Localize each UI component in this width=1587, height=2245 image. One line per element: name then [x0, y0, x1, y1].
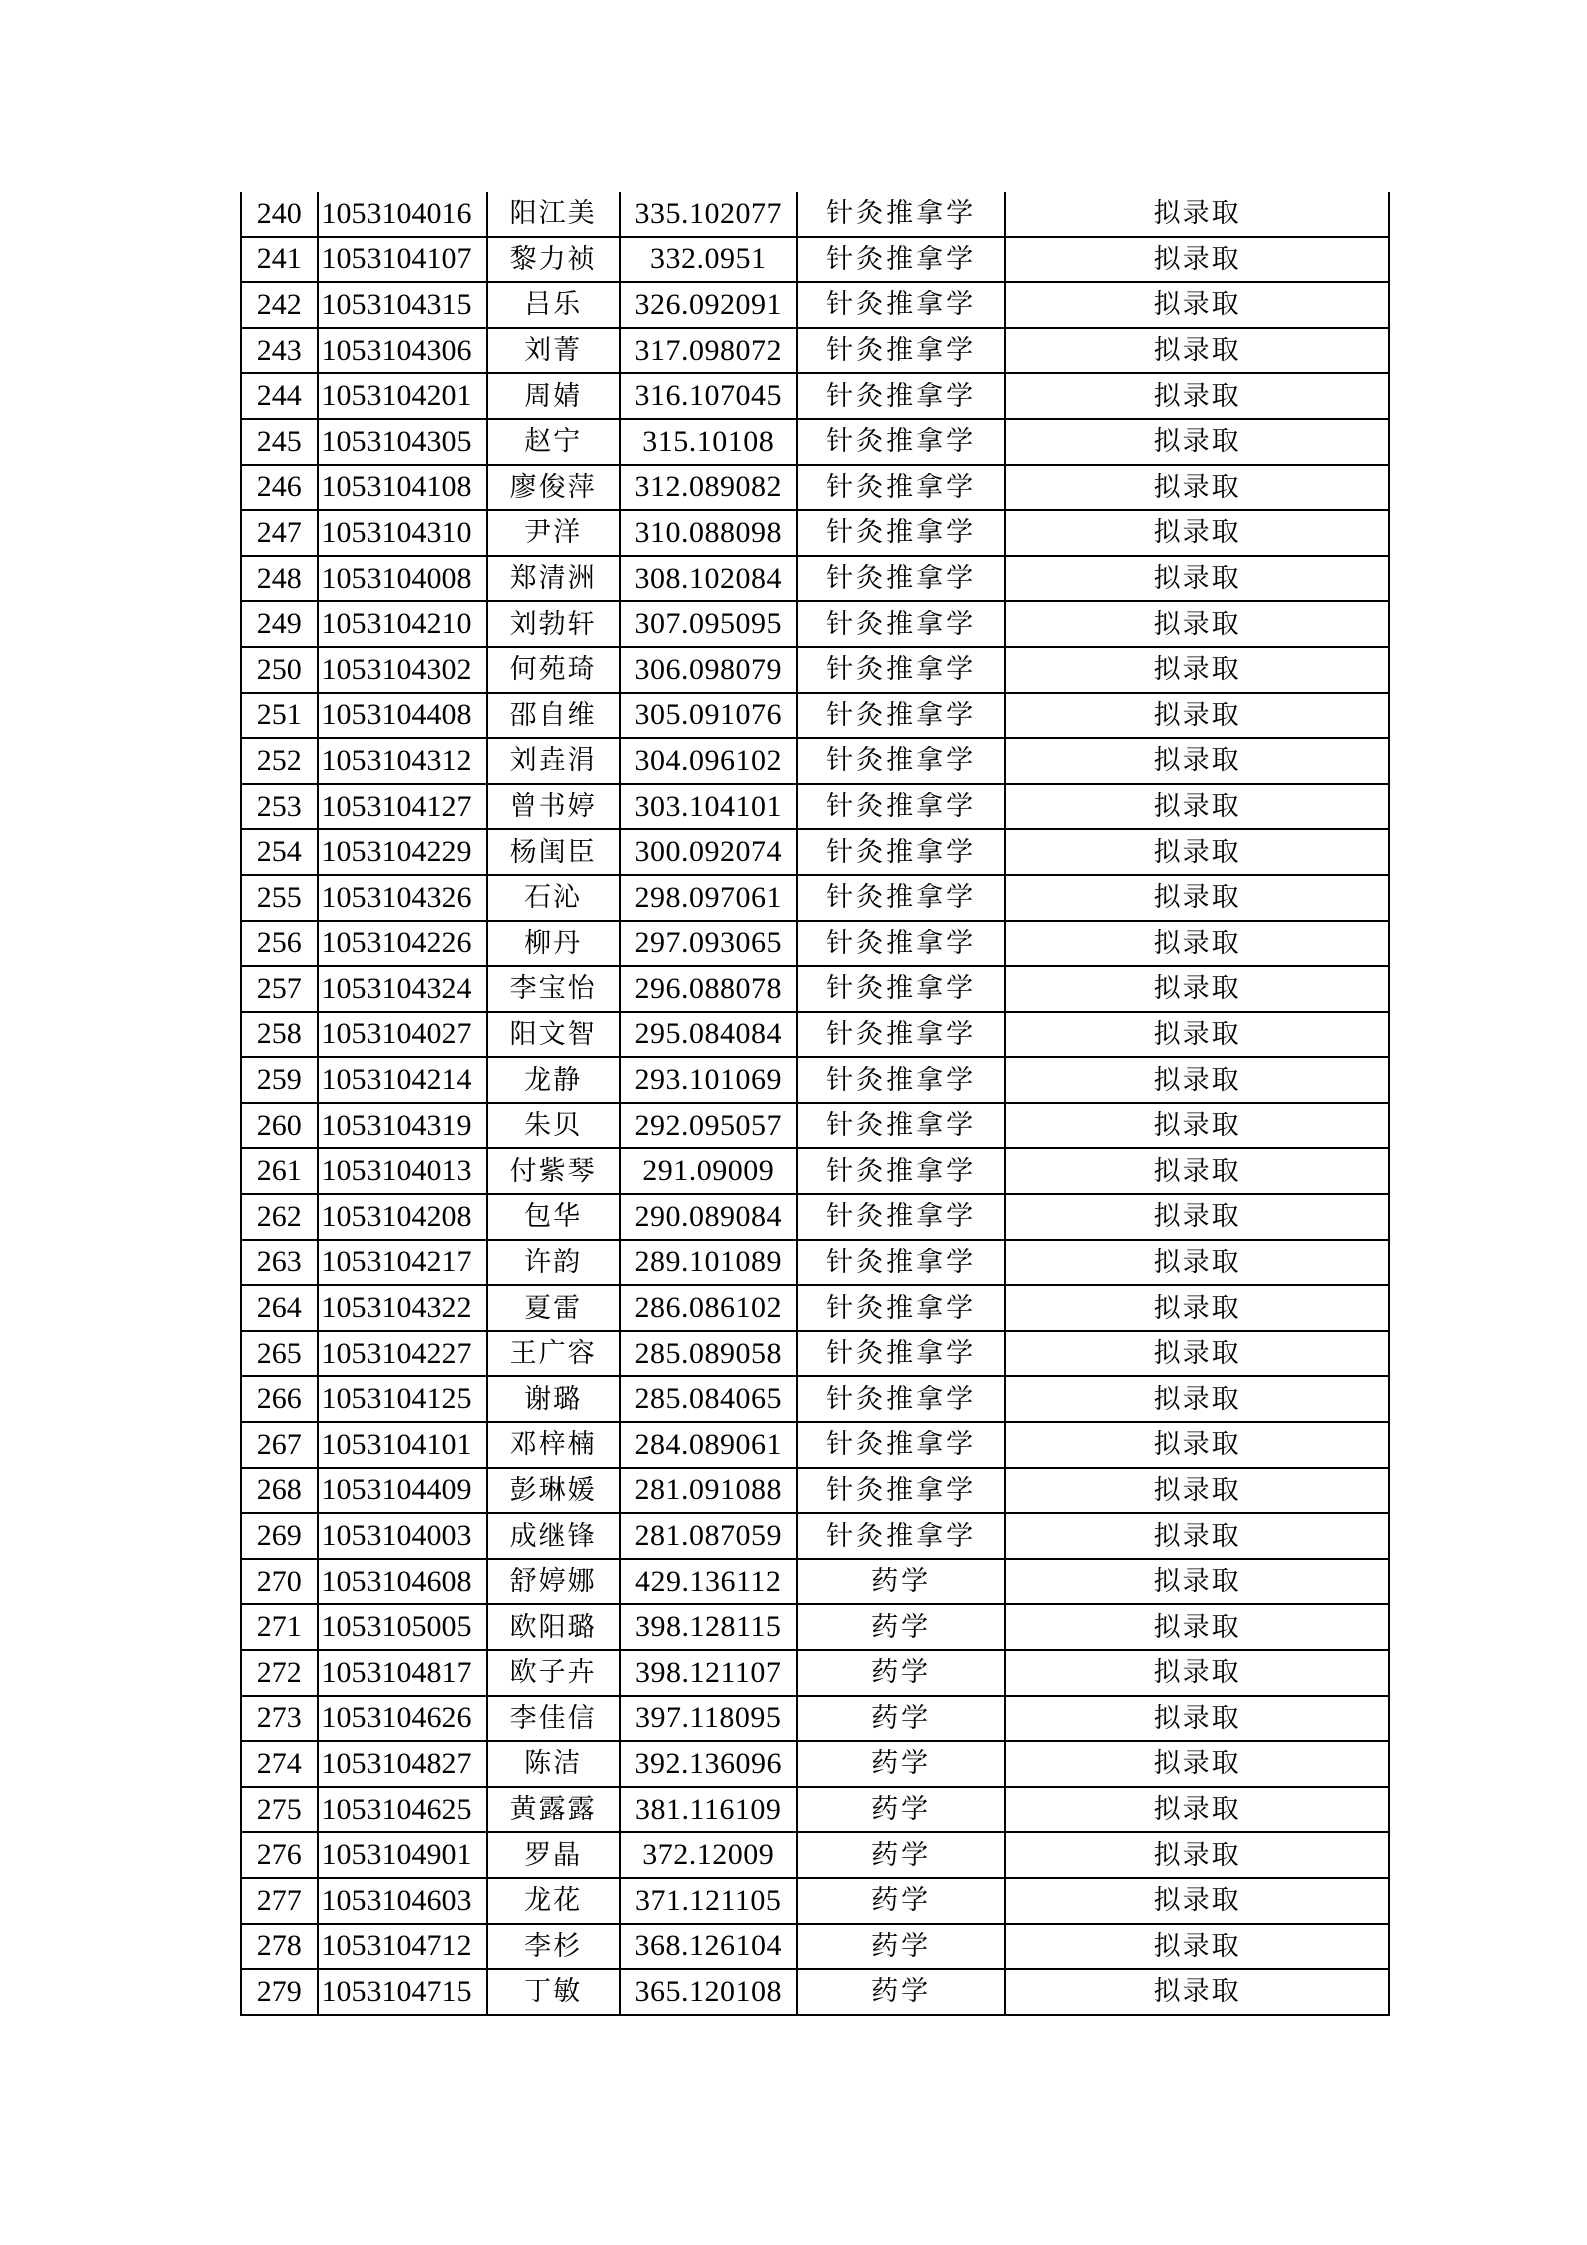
- score-cell: 296.088078: [620, 966, 797, 1012]
- score-cell: 289.101089: [620, 1240, 797, 1286]
- admission-status-cell: 拟录取: [1005, 601, 1389, 647]
- admission-status-cell: 拟录取: [1005, 510, 1389, 556]
- candidate-name-cell: 谢璐: [487, 1376, 620, 1422]
- major-cell: 针灸推拿学: [797, 966, 1005, 1012]
- score-cell: 285.084065: [620, 1376, 797, 1422]
- admission-status-cell: 拟录取: [1005, 829, 1389, 875]
- score-cell: 371.121105: [620, 1878, 797, 1924]
- candidate-id-cell: 1053104226: [318, 921, 487, 967]
- table-row: [241, 1969, 1389, 2015]
- row-number-cell: 254: [241, 829, 318, 875]
- candidate-id-cell: 1053104229: [318, 829, 487, 875]
- candidate-id-cell: 1053104312: [318, 738, 487, 784]
- candidate-name-cell: 杨闺臣: [487, 829, 620, 875]
- score-cell: 308.102084: [620, 556, 797, 602]
- score-cell: 300.092074: [620, 829, 797, 875]
- candidate-id-cell: 1053104319: [318, 1103, 487, 1149]
- major-cell: 针灸推拿学: [797, 192, 1005, 237]
- score-cell: 306.098079: [620, 647, 797, 693]
- major-cell: 药学: [797, 1924, 1005, 1970]
- candidate-name-cell: 夏雷: [487, 1285, 620, 1331]
- candidate-name-cell: 欧阳璐: [487, 1604, 620, 1650]
- table-row: [241, 1376, 1389, 1422]
- table-row: [241, 1331, 1389, 1377]
- candidate-id-cell: 1053105005: [318, 1604, 487, 1650]
- row-number-cell: 266: [241, 1376, 318, 1422]
- table-row: [241, 282, 1389, 328]
- row-number-cell: 275: [241, 1787, 318, 1833]
- table-row: [241, 738, 1389, 784]
- candidate-id-cell: 1053104210: [318, 601, 487, 647]
- admission-status-cell: 拟录取: [1005, 465, 1389, 511]
- candidate-name-cell: 尹洋: [487, 510, 620, 556]
- admission-status-cell: 拟录取: [1005, 693, 1389, 739]
- major-cell: 针灸推拿学: [797, 328, 1005, 374]
- candidate-id-cell: 1053104227: [318, 1331, 487, 1377]
- candidate-id-cell: 1053104201: [318, 373, 487, 419]
- admission-status-cell: 拟录取: [1005, 966, 1389, 1012]
- row-number-cell: 241: [241, 237, 318, 283]
- major-cell: 针灸推拿学: [797, 556, 1005, 602]
- table-row: [241, 784, 1389, 830]
- table-row: [241, 1696, 1389, 1742]
- row-number-cell: 272: [241, 1650, 318, 1696]
- candidate-id-cell: 1053104408: [318, 693, 487, 739]
- score-cell: 292.095057: [620, 1103, 797, 1149]
- table-row: [241, 1148, 1389, 1194]
- table-row: [241, 1285, 1389, 1331]
- candidate-name-cell: 黄露露: [487, 1787, 620, 1833]
- row-number-cell: 269: [241, 1513, 318, 1559]
- candidate-name-cell: 刘菁: [487, 328, 620, 374]
- candidate-name-cell: 李佳信: [487, 1696, 620, 1742]
- candidate-name-cell: 黎力祯: [487, 237, 620, 283]
- major-cell: 针灸推拿学: [797, 1376, 1005, 1422]
- major-cell: 针灸推拿学: [797, 1103, 1005, 1149]
- row-number-cell: 273: [241, 1696, 318, 1742]
- candidate-name-cell: 周婧: [487, 373, 620, 419]
- score-cell: 326.092091: [620, 282, 797, 328]
- candidate-id-cell: 1053104003: [318, 1513, 487, 1559]
- table-row: [241, 1741, 1389, 1787]
- major-cell: 针灸推拿学: [797, 237, 1005, 283]
- major-cell: 药学: [797, 1832, 1005, 1878]
- row-number-cell: 259: [241, 1057, 318, 1103]
- score-cell: 297.093065: [620, 921, 797, 967]
- admission-status-cell: 拟录取: [1005, 1012, 1389, 1058]
- candidate-name-cell: 付紫琴: [487, 1148, 620, 1194]
- admission-status-cell: 拟录取: [1005, 1650, 1389, 1696]
- score-cell: 310.088098: [620, 510, 797, 556]
- major-cell: 针灸推拿学: [797, 1194, 1005, 1240]
- row-number-cell: 245: [241, 419, 318, 465]
- candidate-name-cell: 郑清洲: [487, 556, 620, 602]
- candidate-name-cell: 龙静: [487, 1057, 620, 1103]
- candidate-id-cell: 1053104712: [318, 1924, 487, 1970]
- candidate-name-cell: 龙花: [487, 1878, 620, 1924]
- candidate-id-cell: 1053104101: [318, 1422, 487, 1468]
- score-cell: 304.096102: [620, 738, 797, 784]
- score-cell: 305.091076: [620, 693, 797, 739]
- candidate-id-cell: 1053104324: [318, 966, 487, 1012]
- table-row: [241, 465, 1389, 511]
- score-cell: 398.121107: [620, 1650, 797, 1696]
- admission-status-cell: 拟录取: [1005, 647, 1389, 693]
- candidate-id-cell: 1053104016: [318, 192, 487, 237]
- table-row: [241, 1422, 1389, 1468]
- row-number-cell: 242: [241, 282, 318, 328]
- row-number-cell: 279: [241, 1969, 318, 2015]
- candidate-name-cell: 赵宁: [487, 419, 620, 465]
- admission-status-cell: 拟录取: [1005, 419, 1389, 465]
- candidate-id-cell: 1053104827: [318, 1741, 487, 1787]
- admission-status-cell: 拟录取: [1005, 1787, 1389, 1833]
- candidate-name-cell: 许韵: [487, 1240, 620, 1286]
- candidate-name-cell: 刘垚涓: [487, 738, 620, 784]
- candidate-id-cell: 1053104008: [318, 556, 487, 602]
- candidate-name-cell: 舒婷娜: [487, 1559, 620, 1605]
- major-cell: 针灸推拿学: [797, 1240, 1005, 1286]
- score-cell: 398.128115: [620, 1604, 797, 1650]
- admission-status-cell: 拟录取: [1005, 875, 1389, 921]
- table-row: [241, 237, 1389, 283]
- major-cell: 针灸推拿学: [797, 647, 1005, 693]
- row-number-cell: 253: [241, 784, 318, 830]
- score-cell: 291.09009: [620, 1148, 797, 1194]
- row-number-cell: 265: [241, 1331, 318, 1377]
- table-row: [241, 192, 1389, 237]
- score-cell: 332.0951: [620, 237, 797, 283]
- row-number-cell: 251: [241, 693, 318, 739]
- row-number-cell: 246: [241, 465, 318, 511]
- admission-status-cell: 拟录取: [1005, 328, 1389, 374]
- table-row: [241, 373, 1389, 419]
- admission-status-cell: 拟录取: [1005, 1832, 1389, 1878]
- candidate-name-cell: 曾书婷: [487, 784, 620, 830]
- table-row: [241, 829, 1389, 875]
- row-number-cell: 262: [241, 1194, 318, 1240]
- admission-status-cell: 拟录取: [1005, 1331, 1389, 1377]
- table-row: [241, 875, 1389, 921]
- major-cell: 针灸推拿学: [797, 693, 1005, 739]
- table-row: [241, 1604, 1389, 1650]
- row-number-cell: 261: [241, 1148, 318, 1194]
- table-row: [241, 921, 1389, 967]
- row-number-cell: 271: [241, 1604, 318, 1650]
- row-number-cell: 260: [241, 1103, 318, 1149]
- major-cell: 针灸推拿学: [797, 1057, 1005, 1103]
- table-row: [241, 966, 1389, 1012]
- score-cell: 365.120108: [620, 1969, 797, 2015]
- candidate-id-cell: 1053104315: [318, 282, 487, 328]
- score-cell: 429.136112: [620, 1559, 797, 1605]
- admission-list-table: [240, 192, 1390, 2016]
- candidate-id-cell: 1053104901: [318, 1832, 487, 1878]
- major-cell: 药学: [797, 1559, 1005, 1605]
- admission-status-cell: 拟录取: [1005, 1696, 1389, 1742]
- row-number-cell: 256: [241, 921, 318, 967]
- major-cell: 针灸推拿学: [797, 1468, 1005, 1514]
- candidate-name-cell: 刘勃轩: [487, 601, 620, 647]
- major-cell: 针灸推拿学: [797, 875, 1005, 921]
- admission-status-cell: 拟录取: [1005, 1878, 1389, 1924]
- major-cell: 针灸推拿学: [797, 601, 1005, 647]
- candidate-name-cell: 朱贝: [487, 1103, 620, 1149]
- row-number-cell: 267: [241, 1422, 318, 1468]
- table-row: [241, 1513, 1389, 1559]
- admission-status-cell: 拟录取: [1005, 556, 1389, 602]
- candidate-name-cell: 廖俊萍: [487, 465, 620, 511]
- score-cell: 285.089058: [620, 1331, 797, 1377]
- major-cell: 针灸推拿学: [797, 1422, 1005, 1468]
- candidate-id-cell: 1053104715: [318, 1969, 487, 2015]
- score-cell: 298.097061: [620, 875, 797, 921]
- major-cell: 药学: [797, 1650, 1005, 1696]
- major-cell: 针灸推拿学: [797, 738, 1005, 784]
- admission-status-cell: 拟录取: [1005, 1376, 1389, 1422]
- score-cell: 307.095095: [620, 601, 797, 647]
- admission-status-cell: 拟录取: [1005, 738, 1389, 784]
- row-number-cell: 274: [241, 1741, 318, 1787]
- row-number-cell: 244: [241, 373, 318, 419]
- major-cell: 药学: [797, 1969, 1005, 2015]
- score-cell: 335.102077: [620, 192, 797, 237]
- candidate-name-cell: 成继锋: [487, 1513, 620, 1559]
- candidate-name-cell: 何苑琦: [487, 647, 620, 693]
- major-cell: 药学: [797, 1878, 1005, 1924]
- major-cell: 药学: [797, 1787, 1005, 1833]
- major-cell: 针灸推拿学: [797, 1285, 1005, 1331]
- major-cell: 针灸推拿学: [797, 373, 1005, 419]
- candidate-name-cell: 彭琳媛: [487, 1468, 620, 1514]
- major-cell: 针灸推拿学: [797, 1148, 1005, 1194]
- row-number-cell: 240: [241, 192, 318, 237]
- candidate-id-cell: 1053104127: [318, 784, 487, 830]
- table-row: [241, 1057, 1389, 1103]
- admission-status-cell: 拟录取: [1005, 1057, 1389, 1103]
- admission-status-cell: 拟录取: [1005, 1148, 1389, 1194]
- score-cell: 281.087059: [620, 1513, 797, 1559]
- table-row: [241, 1878, 1389, 1924]
- candidate-name-cell: 丁敏: [487, 1969, 620, 2015]
- candidate-name-cell: 邓梓楠: [487, 1422, 620, 1468]
- admission-status-cell: 拟录取: [1005, 1285, 1389, 1331]
- row-number-cell: 258: [241, 1012, 318, 1058]
- major-cell: 针灸推拿学: [797, 510, 1005, 556]
- admission-status-cell: 拟录取: [1005, 1924, 1389, 1970]
- major-cell: 针灸推拿学: [797, 784, 1005, 830]
- admission-status-cell: 拟录取: [1005, 1194, 1389, 1240]
- table-row: [241, 647, 1389, 693]
- score-cell: 316.107045: [620, 373, 797, 419]
- table-row: [241, 510, 1389, 556]
- admission-status-cell: 拟录取: [1005, 1741, 1389, 1787]
- candidate-id-cell: 1053104817: [318, 1650, 487, 1696]
- row-number-cell: 263: [241, 1240, 318, 1286]
- score-cell: 286.086102: [620, 1285, 797, 1331]
- score-cell: 295.084084: [620, 1012, 797, 1058]
- score-cell: 284.089061: [620, 1422, 797, 1468]
- score-cell: 303.104101: [620, 784, 797, 830]
- major-cell: 针灸推拿学: [797, 1012, 1005, 1058]
- admission-status-cell: 拟录取: [1005, 1513, 1389, 1559]
- admission-status-cell: 拟录取: [1005, 1240, 1389, 1286]
- major-cell: 针灸推拿学: [797, 282, 1005, 328]
- candidate-id-cell: 1053104027: [318, 1012, 487, 1058]
- admission-status-cell: 拟录取: [1005, 192, 1389, 237]
- candidate-name-cell: 欧子卉: [487, 1650, 620, 1696]
- score-cell: 372.12009: [620, 1832, 797, 1878]
- candidate-id-cell: 1053104125: [318, 1376, 487, 1422]
- row-number-cell: 255: [241, 875, 318, 921]
- major-cell: 针灸推拿学: [797, 1513, 1005, 1559]
- candidate-name-cell: 罗晶: [487, 1832, 620, 1878]
- row-number-cell: 252: [241, 738, 318, 784]
- table-row: [241, 1468, 1389, 1514]
- row-number-cell: 243: [241, 328, 318, 374]
- candidate-id-cell: 1053104626: [318, 1696, 487, 1742]
- candidate-name-cell: 阳江美: [487, 192, 620, 237]
- candidate-name-cell: 王广容: [487, 1331, 620, 1377]
- candidate-id-cell: 1053104306: [318, 328, 487, 374]
- candidate-id-cell: 1053104326: [318, 875, 487, 921]
- score-cell: 397.118095: [620, 1696, 797, 1742]
- candidate-name-cell: 包华: [487, 1194, 620, 1240]
- candidate-id-cell: 1053104013: [318, 1148, 487, 1194]
- candidate-name-cell: 李杉: [487, 1924, 620, 1970]
- table-row: [241, 1787, 1389, 1833]
- candidate-id-cell: 1053104208: [318, 1194, 487, 1240]
- major-cell: 药学: [797, 1604, 1005, 1650]
- table-row: [241, 1194, 1389, 1240]
- candidate-name-cell: 李宝怡: [487, 966, 620, 1012]
- candidate-id-cell: 1053104625: [318, 1787, 487, 1833]
- table-row: [241, 1012, 1389, 1058]
- major-cell: 药学: [797, 1741, 1005, 1787]
- score-cell: 392.136096: [620, 1741, 797, 1787]
- candidate-name-cell: 柳丹: [487, 921, 620, 967]
- candidate-id-cell: 1053104107: [318, 237, 487, 283]
- admission-status-cell: 拟录取: [1005, 1103, 1389, 1149]
- table-row: [241, 1924, 1389, 1970]
- table-row: [241, 556, 1389, 602]
- candidate-id-cell: 1053104409: [318, 1468, 487, 1514]
- table-row: [241, 1559, 1389, 1605]
- admission-status-cell: 拟录取: [1005, 1422, 1389, 1468]
- table-row: [241, 419, 1389, 465]
- table-body: [241, 192, 1389, 2015]
- row-number-cell: 276: [241, 1832, 318, 1878]
- candidate-id-cell: 1053104310: [318, 510, 487, 556]
- candidate-name-cell: 陈洁: [487, 1741, 620, 1787]
- row-number-cell: 249: [241, 601, 318, 647]
- row-number-cell: 270: [241, 1559, 318, 1605]
- table-row: [241, 1103, 1389, 1149]
- candidate-id-cell: 1053104322: [318, 1285, 487, 1331]
- score-cell: 293.101069: [620, 1057, 797, 1103]
- admission-status-cell: 拟录取: [1005, 1604, 1389, 1650]
- admission-status-cell: 拟录取: [1005, 237, 1389, 283]
- admission-status-cell: 拟录取: [1005, 784, 1389, 830]
- candidate-id-cell: 1053104217: [318, 1240, 487, 1286]
- candidate-id-cell: 1053104108: [318, 465, 487, 511]
- row-number-cell: 248: [241, 556, 318, 602]
- admission-status-cell: 拟录取: [1005, 282, 1389, 328]
- table-row: [241, 1832, 1389, 1878]
- major-cell: 针灸推拿学: [797, 1331, 1005, 1377]
- table-row: [241, 1240, 1389, 1286]
- admission-status-cell: 拟录取: [1005, 1969, 1389, 2015]
- score-cell: 312.089082: [620, 465, 797, 511]
- candidate-id-cell: 1053104603: [318, 1878, 487, 1924]
- candidate-id-cell: 1053104608: [318, 1559, 487, 1605]
- row-number-cell: 247: [241, 510, 318, 556]
- score-cell: 315.10108: [620, 419, 797, 465]
- admission-status-cell: 拟录取: [1005, 1559, 1389, 1605]
- score-cell: 368.126104: [620, 1924, 797, 1970]
- candidate-id-cell: 1053104302: [318, 647, 487, 693]
- row-number-cell: 250: [241, 647, 318, 693]
- table-row: [241, 693, 1389, 739]
- candidate-name-cell: 邵自维: [487, 693, 620, 739]
- score-cell: 281.091088: [620, 1468, 797, 1514]
- candidate-id-cell: 1053104214: [318, 1057, 487, 1103]
- candidate-name-cell: 吕乐: [487, 282, 620, 328]
- score-cell: 290.089084: [620, 1194, 797, 1240]
- row-number-cell: 268: [241, 1468, 318, 1514]
- major-cell: 针灸推拿学: [797, 419, 1005, 465]
- major-cell: 针灸推拿学: [797, 829, 1005, 875]
- table-row: [241, 601, 1389, 647]
- candidate-name-cell: 石沁: [487, 875, 620, 921]
- major-cell: 药学: [797, 1696, 1005, 1742]
- major-cell: 针灸推拿学: [797, 921, 1005, 967]
- admission-status-cell: 拟录取: [1005, 921, 1389, 967]
- row-number-cell: 278: [241, 1924, 318, 1970]
- candidate-id-cell: 1053104305: [318, 419, 487, 465]
- row-number-cell: 257: [241, 966, 318, 1012]
- row-number-cell: 277: [241, 1878, 318, 1924]
- candidate-name-cell: 阳文智: [487, 1012, 620, 1058]
- score-cell: 317.098072: [620, 328, 797, 374]
- score-cell: 381.116109: [620, 1787, 797, 1833]
- table-row: [241, 328, 1389, 374]
- major-cell: 针灸推拿学: [797, 465, 1005, 511]
- row-number-cell: 264: [241, 1285, 318, 1331]
- admission-status-cell: 拟录取: [1005, 1468, 1389, 1514]
- admission-status-cell: 拟录取: [1005, 373, 1389, 419]
- table-row: [241, 1650, 1389, 1696]
